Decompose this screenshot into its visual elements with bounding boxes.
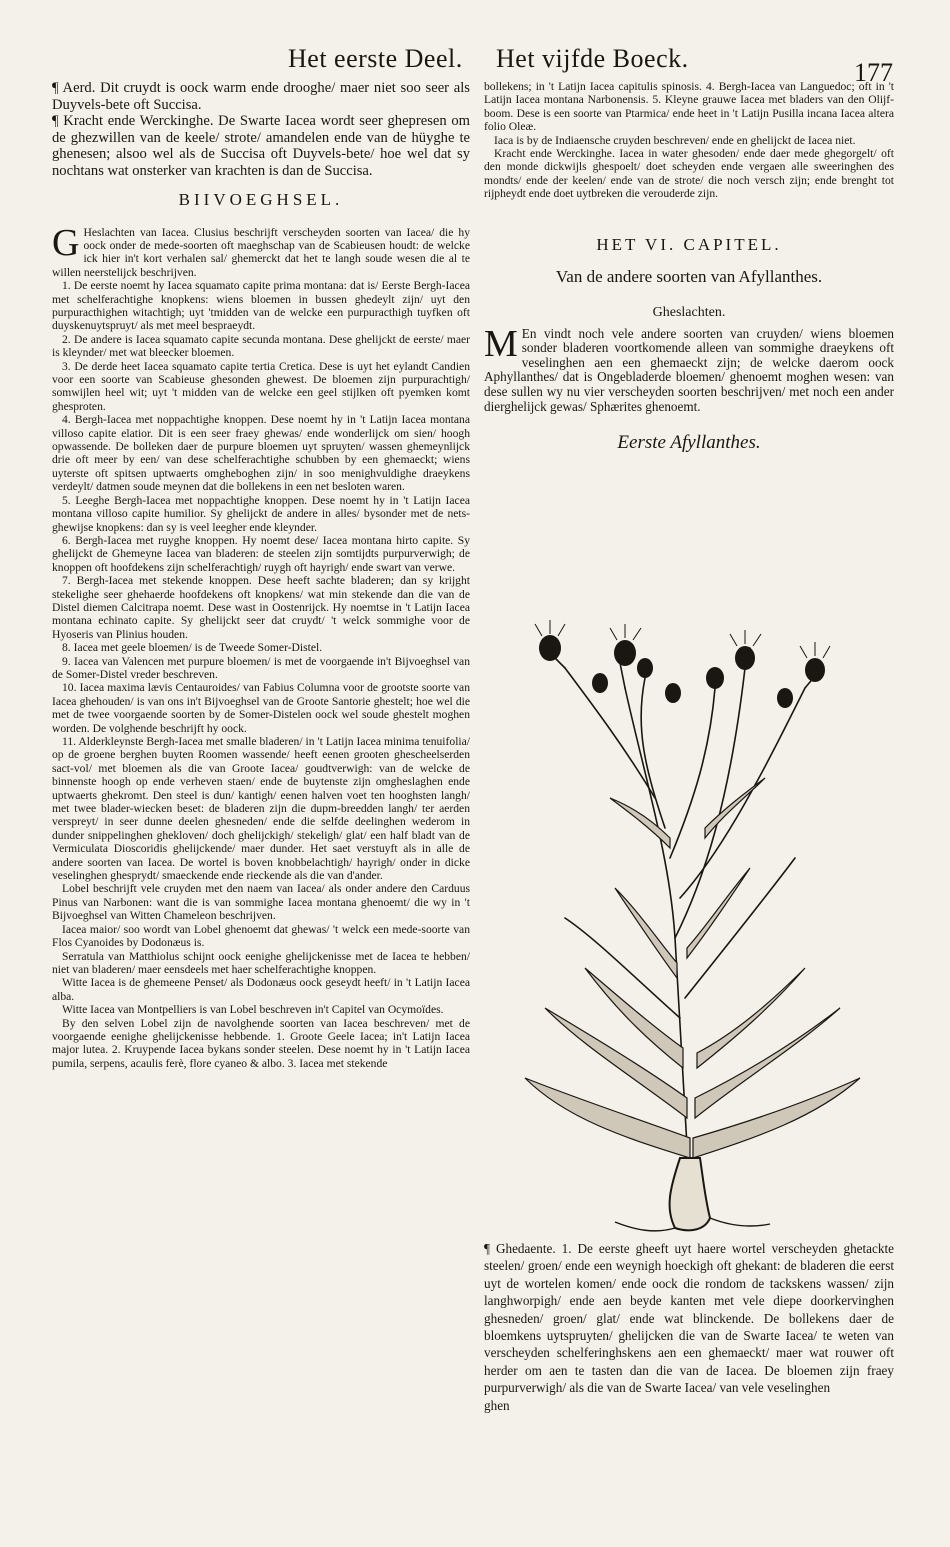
- left-paragraph: 3. De derde heet Iacea squamato capite tertia Cretica. Dese is uyt het eylandt Candien voor een soorte van Scabieuse ghesonden ghewest. De bloemen zijn purpurachtigh/ somwijlen heel wit; uyt 't midden van de welcke een geel stijlken oft pyemken komt ghesproten.: [52, 359, 470, 413]
- gheslachten-heading: Gheslachten.: [652, 304, 726, 320]
- running-head-left: Het eerste Deel.: [288, 44, 463, 73]
- left-paragraph: 11. Alderkleynste Bergh-Iacea met smalle bladeren/ in 't Latijn Iacea minima tenuifolia/ op de groene berghen buyten Roomen wassende/ heeft eenen grooten ghescheelserden sact-vol/ met bloemen als die van Groote Iacea/ goudtverwigh: van de welcke de binnenste hoogh op ende verheven staen/ ende de buytenste zijn omgheslaghen ende uptwaerts ghekromt. Den steel is dun/ kantigh/ eenen halven voet ten hooghsten langh/ met twee blader-wiecken beset: de bladeren zijn die dupm-breedden langh/ ter aerden verspreyt/ in seer dunne deelen ghesneden/ ende die selfde deelinghen wederom in dunder snippelinghen ghekloven/ doch ghelijckigh/ stekeligh/ glat/ een half bladt van de Vermiculata Dioscoridis ghelijckende/ maer dunder. Het saet verstuyft als in alle de andere soorten van Iacea. De wortel is boven knobbelachtigh/ hayrigh/ onder in dicke veselinghen ghesprydt/ smaeckende ende rieckende als die van d'ander.: [52, 735, 470, 883]
- left-paragraph: Witte Iacea is de ghemeene Penset/ als Dodonæus oock geseydt heeft/ in 't Latijn Iacea alba.: [52, 976, 470, 1003]
- left-paragraph: 9. Iacea van Valencen met purpure bloemen/ is met de voorgaende in't Bijvoeghsel van de Somer-Distel vreder beschreven.: [52, 654, 470, 681]
- left-paragraph: 5. Leeghe Bergh-Iacea met noppachtighe knoppen. Dese noemt hy in 't Latijn Iacea montana villoso capite humilior. Sy ghelijckt de andere in alles/ bysonder met de nets-ghewijse knopkens: dan sy is veel leegher ende kleynder.: [52, 493, 470, 534]
- page-number: 177: [854, 58, 893, 87]
- left-paragraph-text: Heslachten van Iacea. Clusius beschrijft verscheyden soorten van Iacea/ die hy oock onder de mede-soorten oft maeghschap van de Scabieusen houdt: de welcke ick hier in't kort verhalen sal/ ghemerckt dat het te langh soude wesen die al te willen neerstelijck beschrijven.: [52, 225, 470, 279]
- chapter-lead: [484, 322, 894, 415]
- left-paragraph: 2. De andere is Iacea squamato capite secunda montana. Dese ghelijckt de eerste/ maer is kleynder/ met wat bleecker bloemen.: [52, 332, 470, 360]
- left-paragraph: Iacea maior/ soo wordt van Lobel ghenoemt dat ghewas/ 't welck een mede-soorte van Flos Cyanoides by Dodonæus is.: [52, 922, 470, 950]
- dropcap-m: M: [484, 322, 518, 365]
- figure-caption: Eerste Afyllanthes.: [617, 432, 761, 454]
- left-paragraph: Witte Iacea van Montpelliers is van Lobel beschreven in't Capitel van Ocymoïdes.: [62, 1003, 444, 1017]
- ghedaente-paragraph: ¶ Ghedaente. 1. De eerste gheeft uyt haere wortel verscheyden ghetackte steelen/ groen/ ende een weynigh hoeckigh oft ghekant: de bladeren die eerst uyt de wortelen komen/ ende oock die rondom de tackskens wassen/ zijn langhworpigh/ ende aen beyde kanten met vele diepe doorkervinghen ghesneden/ groen/ glat/ ende wat blinckende. De bollekens daer de bloemkens uytspruyten/ ghelijcken die van de Swarte Iacea/ te weten van verscheyden schelferinghskens aen een ghemaeckt/ maer wat rouwer oft herder om aen te tasten dan die van de Iacea. De bloemen zijn fraey purpurverwigh/ als die van de Swarte Iacea/ van vele veselinghen: [484, 1241, 894, 1396]
- section-title-bijvoeghsel: BIIVOEGHSEL.: [178, 189, 344, 209]
- left-paragraph: Serratula van Matthiolus schijnt oock eenighe ghelijckenisse met de Iacea te hebben/ niet van bladeren/ maer eensdeels met haer schelferachtighe knoppen.: [52, 949, 470, 976]
- left-paragraph: 6. Bergh-Iacea met ruyghe knoppen. Hy noemt dese/ Iacea montana hirto capite. Sy ghelijckt de Ghemeyne Iacea van bladeren: de steelen zijn somtijdts purpurverwigh; de knoppen oft hoofdekens zijn schelferachtigh/ ruygh oft hayrigh/ ende swart van verwe.: [52, 533, 470, 574]
- chapter-lead-text: En vindt noch vele andere soorten van cruyden/ wiens bloemen sonder bladeren voortkomende alleen van sommighe draeykens oft veselinghen aen een ghemaeckt zijn; de welcke daerom oock Aphyllanthes/ dat is Ongebladerde bloemen/ ghenoemt moghen wesen: van dese sullen wy nu vier verscheyden soorten beschrijven/ met noch een ander dierghelijck gewas/ Sphærites ghenoemt.: [484, 325, 894, 414]
- left-paragraph: 7. Bergh-Iacea met stekende knoppen. Dese heeft sachte bladeren; dan sy krijght stekelighe seer ghehaerde hoofdekens oft knopkens/ wat min stekende dan die van de Distel diemen Calcitrapa noemt. Dese wast in Oostenrijck. Hy noemtse in 't Latijn Iacea montana echinato capite. Sy ghelijckt seer dat cruydt/ 't welck sommighe voor de Hyoseris van Plinius houden.: [52, 574, 470, 641]
- left-paragraph: [52, 221, 470, 280]
- dropcap-g: G: [52, 221, 80, 264]
- thistle-plant-icon: [505, 598, 875, 1238]
- left-paragraph: 8. Iacea met geele bloemen/ is de Tweede Somer-Distel.: [62, 641, 323, 655]
- chapter-title: HET VI. CAPITEL.: [596, 234, 782, 254]
- description-block: [484, 1240, 894, 1414]
- left-intro-1: ¶ Aerd. Dit cruydt is oock warm ende drooghe/ maer niet soo seer als Duyvels-bete oft Succisa.: [52, 80, 470, 113]
- right-intro: bollekens; in 't Latijn Iacea capitulis spinosis. 4. Bergh-Iacea van Languedoc; oft in 't Latijn Iacea montana Narbonensis. 5. Kleyne grauwe Iacea met bladers van den Olijf-boom. Dese is een soorte van Ptarmica/ ende heet in 't Latijn Pusilla incana Iacea altera folio Oleæ.: [484, 80, 894, 134]
- right-column: [484, 80, 894, 462]
- catchword: ghen: [484, 1397, 510, 1413]
- right-intro-3: Kracht ende Werckinghe. Iacea in water ghesoden/ ende daer mede ghegorgelt/ oft den monde dickwijls ghespoelt/ doet scheyden ende vergaen alle sweeringhen des mondts/ ende der keelen/ ende van de strote/ die noch versch zijn; ende brenght tot rijpheydt ende doet uytbreken die verouderde zijn.: [484, 147, 894, 201]
- running-head-right: Het vijfde Boeck.: [496, 44, 689, 73]
- left-column: [52, 80, 470, 1070]
- left-paragraph: By den selven Lobel zijn de navolghende soorten van Iacea beschreven/ met de voorgaende eenighe ghelijckenisse hebbende. 1. Groote Geele Iacea; in't Latijn Iacea major lutea. 2. Kruypende Iacea bykans sonder steelen. Dese noemt hy in 't Latijn Iacea pumila, serpens, acaulis ferè, flore cyaneo & albo. 3. Iacea met stekende: [52, 1016, 470, 1070]
- chapter-subtitle: Van de andere soorten van Afyllanthes.: [555, 266, 823, 286]
- left-paragraph: 10. Iacea maxima lævis Centauroides/ van Fabius Columna voor de grootste soorte van Iacea ghehouden/ is van ons in't Bijvoeghsel van de Groote Santorie ghestelt; hoe wel die met de twee voorgaende soorten by de Somer-Distelen oock wel soude ghestelt moghen worden. De volghende beschrijft hy oock.: [52, 681, 470, 735]
- left-intro-2: ¶ Kracht ende Werckinghe. De Swarte Iacea wordt seer ghepresen om de ghezwillen van de keele/ strote/ amandelen ende van de hüyghe te ghenesen; alsoo wel als de Succisa oft Duyvels-bete/ hoe wel dat sy nochtans wat onsterker van krachten is dan de Succisa.: [52, 113, 470, 179]
- right-intro-2: Iaca is by de Indiaensche cruyden beschreven/ ende en ghelijckt de Iacea niet.: [494, 133, 856, 147]
- left-paragraph: 4. Bergh-Iacea met noppachtighe knoppen. Dese noemt hy in 't Latijn Iacea montana villoso capite elatior. Dit is een seer fraey ghewas/ ende wonderlijck om sien/ hoogh opwassende. De bolleken daer de purpure bloemen uyt spruyten/ wassen ghemeynlijck drie oft meer by een/ van dese schelferachtighe schubben by een ghemaeckt; wiens uyterste oft spitsen uptwaerts omgheboghen zijn/ in soo menighvuldighe draeykens verdeylt/ datmen soude meynen dat die bollekens in een net besloten waren.: [52, 413, 470, 494]
- left-paragraph: 1. De eerste noemt hy Iacea squamato capite prima montana: dat is/ Eerste Bergh-Iacea met schelferachtighe knopkens: wiens bloemen in bussen ghedeylt zijn/ uyt den purpuracthighen witachtigh; uyt 'tmidden van de welcke een purpuracthigh tuyfken oft duyskenuytspruyt/ als met meel bespraeydt.: [52, 279, 470, 333]
- woodcut-illustration: [505, 598, 875, 1238]
- left-paragraph: Lobel beschrijft vele cruyden met den naem van Iacea/ als onder andere den Carduus Pinus van Narbonen: want die is van sommighe Iacea montana ghenoemt/ die wy in 't Bijvoeghsel van Witten Chameleon beschrijven.: [52, 882, 470, 923]
